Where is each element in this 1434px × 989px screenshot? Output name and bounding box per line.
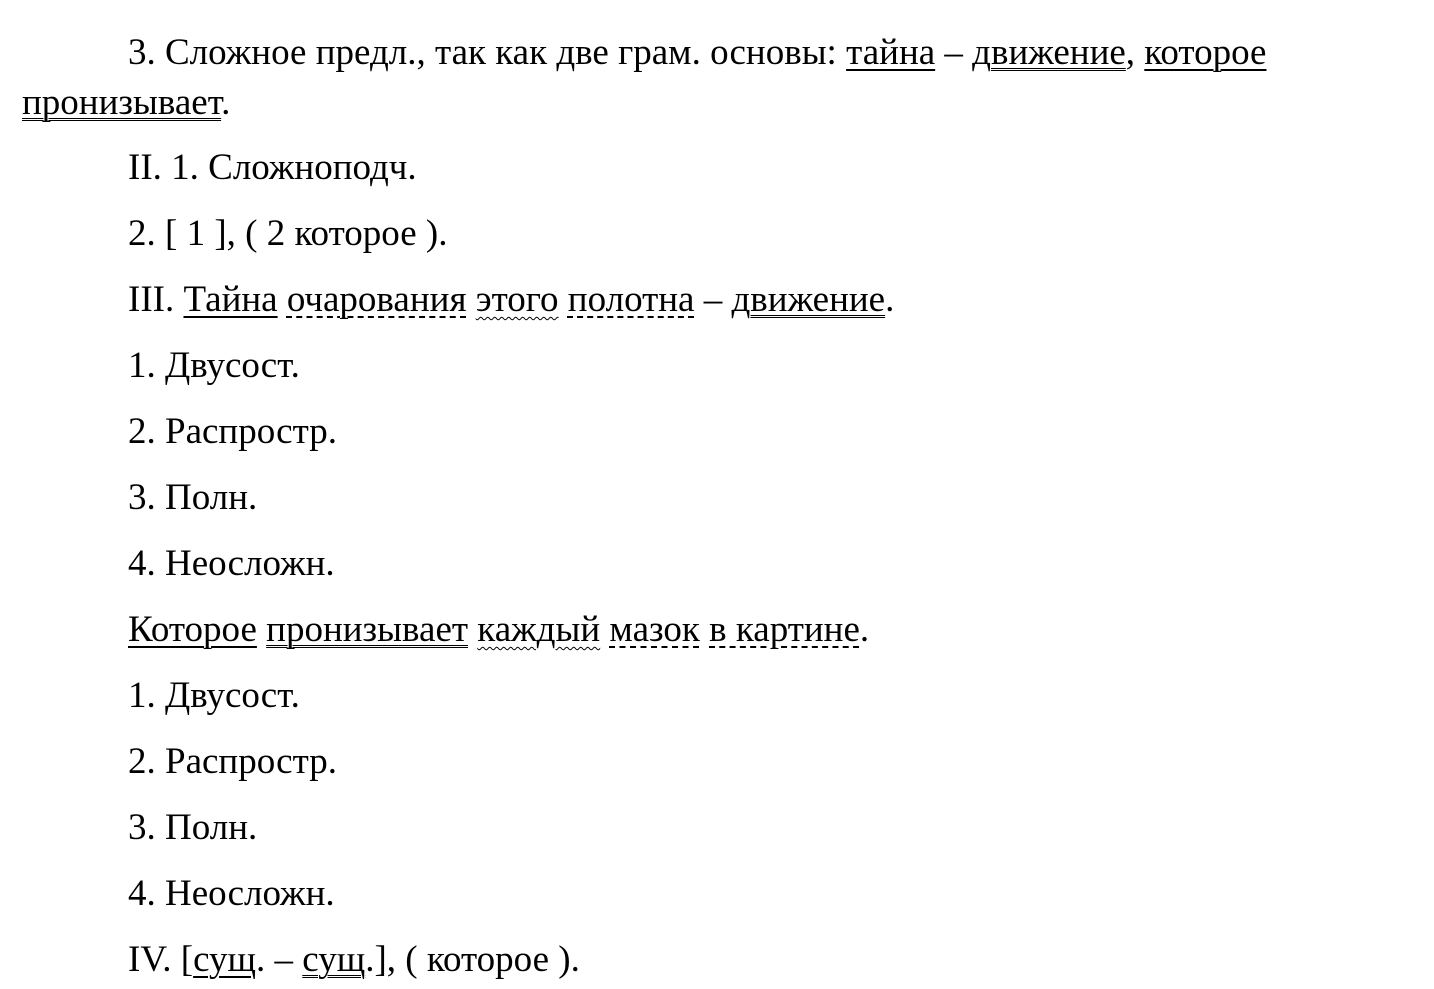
attribute-word: этого: [475, 279, 559, 320]
list-item: 2. Распростр.: [128, 411, 337, 452]
predicate-word: пронизывает: [266, 609, 469, 650]
predicate-word: движение: [731, 279, 886, 320]
text: –: [935, 32, 973, 73]
text: ,: [1125, 32, 1145, 73]
attribute-word: каждый: [477, 609, 601, 650]
text: –: [694, 279, 732, 320]
addition-word: очарования: [286, 279, 467, 320]
subject-word: сущ: [193, 939, 257, 980]
text: 3. Сложное предл., так как две грам. основы:: [128, 32, 847, 73]
section-3-sentence: [128, 281, 894, 318]
section-4-scheme: [128, 941, 580, 978]
list-item: 1. Двусост.: [128, 675, 300, 716]
text: IV. [: [128, 939, 194, 980]
text: .: [221, 82, 231, 123]
text: . –: [256, 939, 303, 980]
predicate-word: сущ: [302, 939, 366, 980]
addition-word: мазок: [609, 609, 700, 650]
text: .: [859, 609, 870, 650]
section-2-line-1: II. 1. Сложноподч.: [128, 147, 417, 188]
subject-word: Которое: [128, 609, 257, 650]
clause-sentence: [128, 611, 869, 648]
subject-word: которое: [1144, 32, 1267, 73]
list-item: 3. Полн.: [128, 477, 258, 518]
text: .], ( которое ).: [365, 939, 580, 980]
section-2-line-2: 2. [ 1 ], ( 2 которое ).: [128, 213, 448, 254]
list-item: 2. Распростр.: [128, 741, 337, 782]
subject-word: Тайна: [183, 279, 278, 320]
paragraph-sentence-type: [128, 34, 1266, 71]
text: .: [885, 279, 895, 320]
predicate-word: пронизывает: [22, 82, 222, 123]
predicate-word: движение: [972, 32, 1126, 73]
list-item: 3. Полн.: [128, 807, 258, 848]
paragraph-continuation: [22, 84, 230, 121]
subject-word: тайна: [846, 32, 936, 73]
list-item: 4. Неосложн.: [128, 873, 335, 914]
addition-word: полотна: [567, 279, 695, 320]
list-item: 1. Двусост.: [128, 345, 300, 386]
text: III.: [128, 279, 184, 320]
list-item: 4. Неосложн.: [128, 543, 335, 584]
circumstance-word: в картине: [709, 609, 860, 650]
